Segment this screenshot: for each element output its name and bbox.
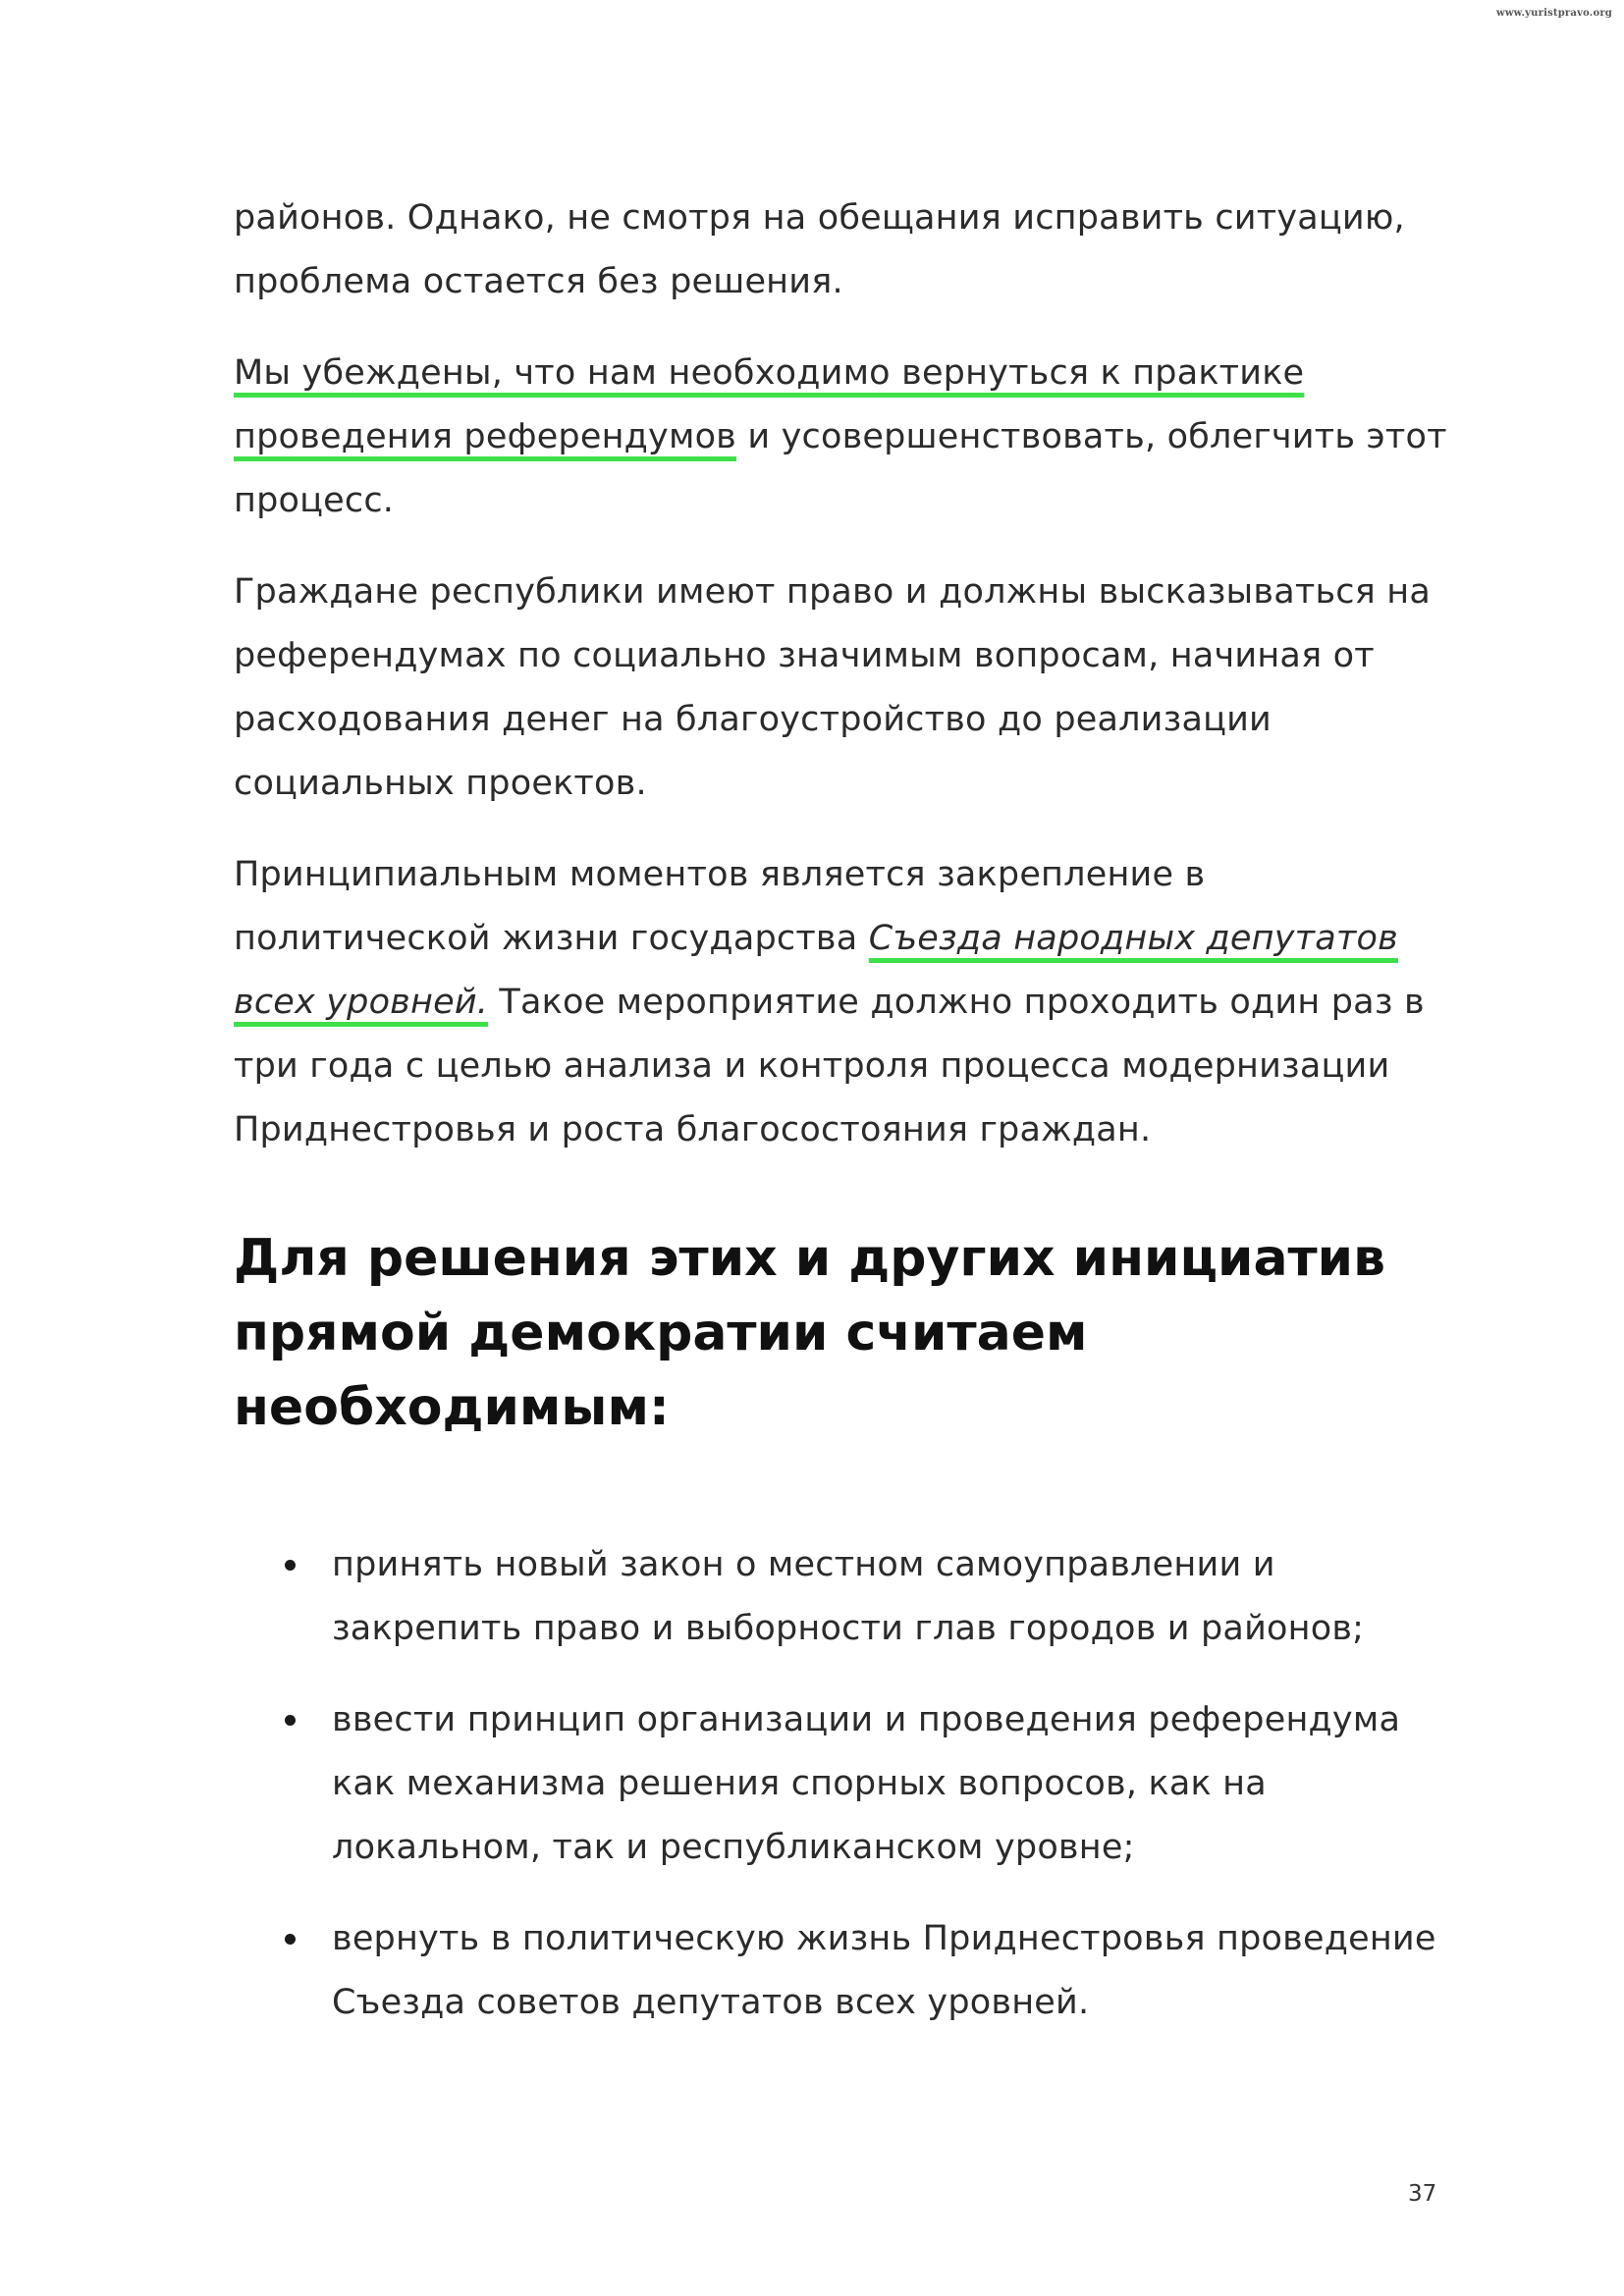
bullet-icon xyxy=(285,1934,296,1945)
paragraph-4 xyxy=(234,843,1471,1162)
initiatives-list xyxy=(234,1533,1471,2035)
bullet-icon xyxy=(285,1715,296,1726)
list-item-text: принять новый закон о местном самоуправлении и закрепить право и выборности глав городов и районов; xyxy=(332,1545,1365,1648)
bullet-icon xyxy=(285,1560,296,1571)
list-item-text: ввести принцип организации и проведения референдума как механизма решения спорных вопросов, как на локальном, так и республиканском уровне; xyxy=(332,1700,1401,1867)
paragraph-1 xyxy=(234,187,1471,314)
paragraph-4-highlight: Съезда народных депутатов всех уровней. xyxy=(234,919,1398,1022)
paragraph-3-text: Граждане республики имеют право и должны высказываться на референдумах по социально значимым вопросам, начиная от расходования денег на благоустройство до реализации социальных проектов. xyxy=(234,572,1432,803)
list-item-text: вернуть в политическую жизнь Приднестровья проведение Съезда советов депутатов всех уровней. xyxy=(332,1919,1436,2022)
paragraph-4-text-start: Принципиальным моментов является закрепление в политической жизни государства xyxy=(234,855,1206,958)
paragraph-4-text-end: Такое мероприятие должно проходить один раз в три года с целью анализа и контроля процесса модернизации Приднестровья и роста благосостояния граждан. xyxy=(234,983,1425,1149)
page-number: 37 xyxy=(1408,2181,1437,2207)
paragraph-2-highlight: Мы убеждены, что нам необходимо вернуться к практике проведения референдумов xyxy=(234,353,1305,456)
paragraph-2 xyxy=(234,342,1471,533)
list-item xyxy=(234,1533,1471,1661)
paragraph-1-text: районов. Однако, не смотря на обещания исправить ситуацию, проблема остается без решения. xyxy=(234,198,1405,301)
list-item xyxy=(234,1688,1471,1880)
page-content xyxy=(234,187,1471,2062)
section-heading: Для решения этих и других инициатив прямой демократии считаем необходимым: xyxy=(234,1229,1386,1437)
paragraph-2-text: и усовершенствовать, облегчить этот процесс. xyxy=(234,417,1447,520)
watermark: www.yuristpravo.org xyxy=(1496,8,1612,19)
list-item xyxy=(234,1907,1471,2035)
paragraph-3 xyxy=(234,561,1471,816)
